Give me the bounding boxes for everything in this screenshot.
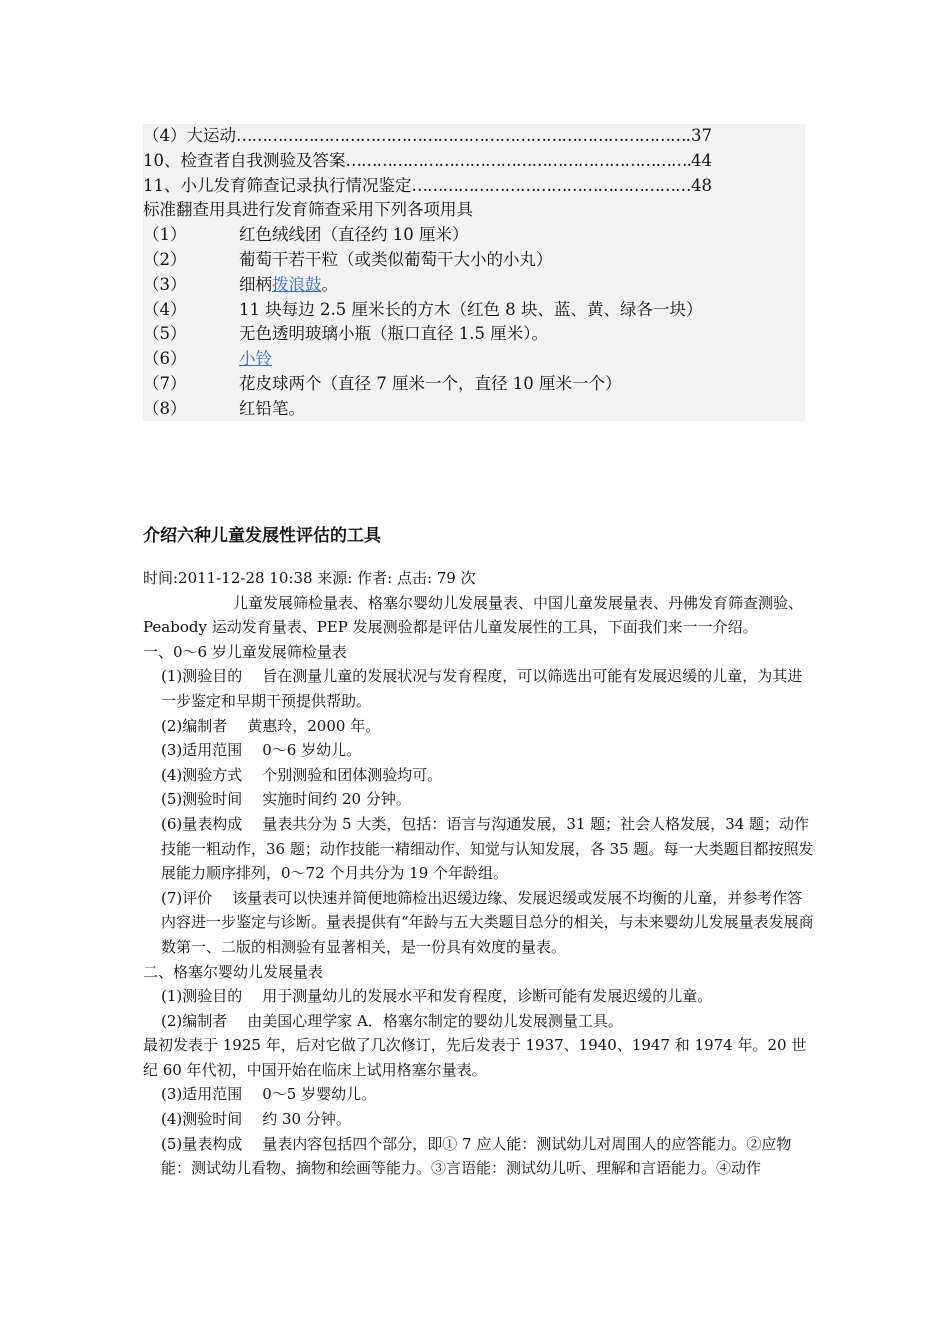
item-key: (5)测验时间 bbox=[161, 790, 243, 809]
toc-line bbox=[143, 149, 805, 174]
section-title: 二、格塞尔婴幼儿发展量表 bbox=[143, 962, 324, 981]
item-value: 量表共分为 5 大类，包括：语言与沟通发展，31 题；社会人格发展，34 题；动作技能一粗动作，36 题；动作技能一精细动作、知觉与认知发展，各 35 题。每一大类题目都按照发展能力顺序排列，0～72 个月共分为 19 个年龄组。 bbox=[161, 814, 814, 883]
section-item bbox=[143, 1132, 815, 1181]
section-item bbox=[143, 714, 815, 739]
section-item bbox=[143, 763, 815, 788]
section-item bbox=[143, 738, 815, 763]
rattle-link[interactable]: 拨浪鼓 bbox=[272, 274, 322, 294]
item-key: (4)测验时间 bbox=[161, 1110, 243, 1129]
equipment-index: （4） bbox=[143, 299, 187, 319]
toc-page: 37 bbox=[691, 126, 712, 145]
toc-label: 11、小儿发育筛查记录执行情况鉴定 bbox=[143, 175, 412, 195]
section-item bbox=[143, 1107, 815, 1132]
toc-line bbox=[143, 124, 805, 149]
equipment-item bbox=[143, 347, 805, 372]
equipment-index: （5） bbox=[143, 324, 187, 344]
article-meta: 时间:2011-12-28 10:38 来源: 作者: 点击: 79 次 bbox=[143, 569, 476, 587]
toc-equipment-block bbox=[143, 124, 805, 421]
section-item bbox=[143, 664, 815, 713]
section-item bbox=[143, 886, 815, 960]
equipment-index: （1） bbox=[143, 225, 187, 245]
item-value: 由美国心理学家 A．格塞尔制定的婴幼儿发展测量工具。 bbox=[247, 1011, 623, 1030]
toc-page: 48 bbox=[691, 175, 712, 195]
equipment-text: 花皮球两个（直径 7 厘米一个，直径 10 厘米一个） bbox=[239, 373, 622, 393]
equipment-item bbox=[143, 372, 805, 397]
section-item bbox=[143, 812, 815, 886]
item-value: 旨在测量儿童的发展状况与发育程度，可以筛选出可能有发展迟缓的儿童，为其进一步鉴定和早期干预提供帮助。 bbox=[161, 667, 803, 710]
section-item bbox=[143, 1082, 815, 1107]
toc-dots bbox=[236, 124, 691, 149]
item-key: (7)评价 bbox=[161, 888, 213, 907]
toc-line bbox=[143, 174, 805, 199]
item-key: (3)适用范围 bbox=[161, 1085, 243, 1104]
equipment-index: （3） bbox=[143, 274, 187, 294]
item-value: 0～6 岁幼儿。 bbox=[262, 741, 362, 760]
article-intro: 儿童发展筛检量表、格塞尔婴幼儿发展量表、中国儿童发展量表、丹佛发育筛查测验、Peabody 运动发育量表、PEP 发展测验都是评估儿童发展性的工具，下面我们来一一介绍。 bbox=[143, 593, 804, 637]
equipment-item bbox=[143, 248, 805, 273]
equipment-item bbox=[143, 273, 805, 298]
equipment-item bbox=[143, 322, 805, 347]
item-key: (1)测验目的 bbox=[161, 987, 243, 1006]
section-history: 最初发表于 1925 年，后对它做了几次修订，先后发表于 1937、1940、1947 和 1974 年。20 世纪 60 年代初，中国开始在临床上试用格塞尔量表。 bbox=[143, 1036, 807, 1079]
equipment-index: （7） bbox=[143, 373, 187, 393]
item-key: (3)适用范围 bbox=[161, 741, 243, 760]
section-item bbox=[143, 1009, 815, 1034]
equipment-item bbox=[143, 397, 805, 422]
equipment-text: 。 bbox=[321, 274, 338, 294]
item-value: 用于测量幼儿的发展水平和发育程度，诊断可能有发展迟缓的儿童。 bbox=[262, 987, 713, 1006]
equipment-item bbox=[143, 223, 805, 248]
item-value: 黄惠玲，2000 年。 bbox=[247, 716, 381, 735]
equipment-text: 葡萄干若干粒（或类似葡萄干大小的小丸） bbox=[239, 249, 553, 269]
item-key: (1)测验目的 bbox=[161, 667, 243, 686]
item-value: 该量表可以快速并简便地筛检出迟缓边缘、发展迟缓或发展不均衡的儿童，并参考作答内容进一步鉴定与诊断。量表提供有“年龄与五大类题目总分的相关，与未来婴幼儿发展量表发展商数第一、二版的相测验有显著相关，是一份具有效度的量表。 bbox=[161, 888, 814, 956]
item-value: 实施时间约 20 分钟。 bbox=[262, 790, 411, 809]
bell-link[interactable]: 小铃 bbox=[239, 349, 272, 369]
item-key: (2)编制者 bbox=[161, 716, 228, 735]
equipment-text: 红色绒线团（直径约 10 厘米） bbox=[239, 225, 469, 245]
item-value: 量表内容包括四个部分，即① 7 应人能：测试幼儿对周围人的应答能力。②应物能：测试幼儿看物、摘物和绘画等能力。③言语能：测试幼儿听、理解和言语能力。④动作 bbox=[161, 1134, 792, 1178]
equipment-text: 无色透明玻璃小瓶（瓶口直径 1.5 厘米）。 bbox=[239, 324, 548, 344]
item-value: 0～5 岁婴幼儿。 bbox=[262, 1085, 377, 1104]
toc-dots bbox=[412, 174, 692, 199]
equipment-text: 11 块每边 2.5 厘米长的方木（红色 8 块、蓝、黄、绿各一块） bbox=[239, 299, 703, 319]
equipment-item bbox=[143, 298, 805, 323]
equipment-index: （6） bbox=[143, 349, 187, 369]
item-key: (4)测验方式 bbox=[161, 765, 243, 784]
toc-page: 44 bbox=[691, 150, 712, 170]
toc-label: 10、检查者自我测验及答案 bbox=[143, 150, 346, 170]
toc-dots bbox=[346, 149, 692, 174]
section-item bbox=[143, 787, 815, 812]
article-body bbox=[143, 566, 815, 1181]
equipment-index: （2） bbox=[143, 249, 187, 269]
section-item bbox=[143, 984, 815, 1009]
equipment-text: 细柄 bbox=[239, 274, 272, 294]
equipment-heading: 标准翻查用具进行发育筛查采用下列各项用具 bbox=[143, 200, 473, 220]
item-key: (5)量表构成 bbox=[161, 1134, 243, 1153]
toc-label: （4）大运动 bbox=[143, 126, 236, 145]
section-title: 一、0～6 岁儿童发展筛检量表 bbox=[143, 642, 347, 661]
item-value: 约 30 分钟。 bbox=[262, 1110, 351, 1129]
equipment-text: 红铅笔。 bbox=[239, 398, 305, 418]
equipment-index: （8） bbox=[143, 398, 187, 418]
article-title: 介绍六种儿童发展性评估的工具 bbox=[143, 526, 381, 546]
item-key: (6)量表构成 bbox=[161, 814, 243, 833]
item-key: (2)编制者 bbox=[161, 1011, 228, 1030]
item-value: 个别测验和团体测验均可。 bbox=[262, 765, 443, 784]
